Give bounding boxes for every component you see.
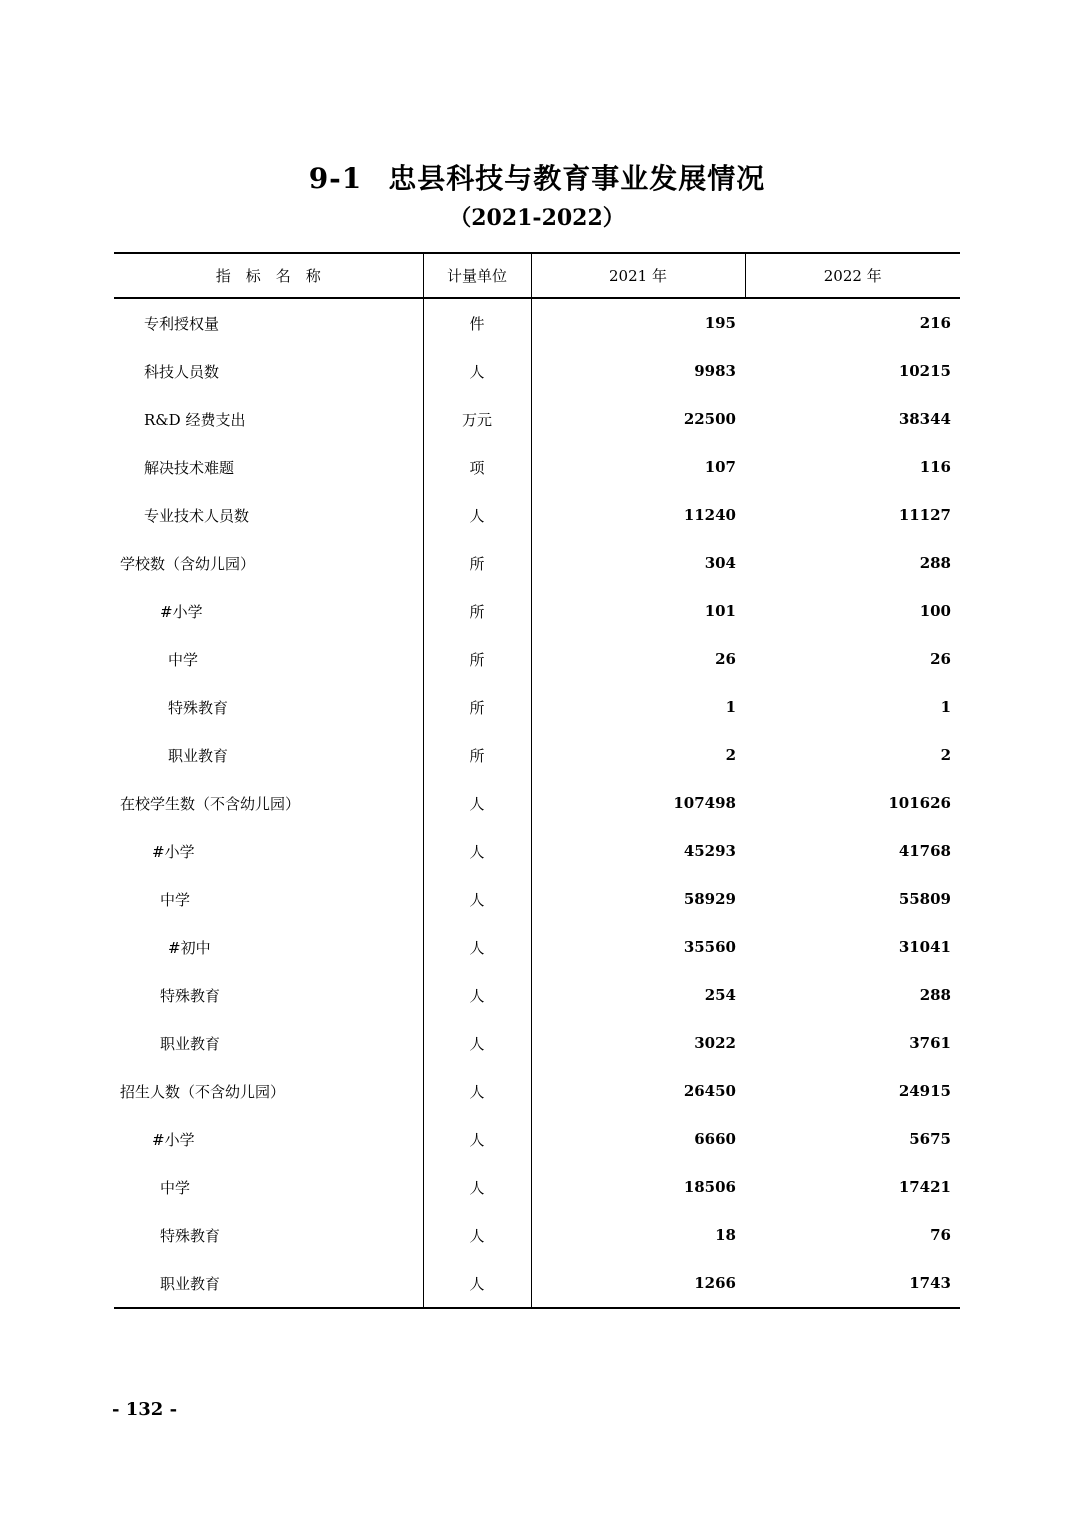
table-row [114, 539, 960, 587]
value-2022-cell: 288 [919, 554, 951, 572]
table-row [114, 683, 960, 731]
value-2022-cell: 116 [919, 458, 951, 476]
value-2022-cell: 55809 [898, 890, 951, 908]
table-title-text: 忠县科技与教育事业发展情况 [388, 162, 766, 195]
value-2021-cell: 58929 [683, 890, 736, 908]
indicator-name-cell: 在校学生数（不含幼儿园） [120, 794, 301, 813]
table-row [114, 875, 960, 923]
indicator-name-cell: 特殊教育 [168, 698, 229, 717]
value-2022-cell: 24915 [898, 1082, 951, 1100]
value-2022-cell: 2 [940, 746, 951, 764]
unit-cell: 所 [423, 539, 531, 587]
indicator-name-cell: 专业技术人员数 [144, 506, 250, 525]
value-2021-cell: 304 [704, 554, 736, 572]
value-2021-cell: 18506 [683, 1178, 736, 1196]
value-2022-cell: 101626 [888, 794, 951, 812]
unit-cell: 人 [423, 1019, 531, 1067]
value-2022-cell: 3761 [909, 1034, 951, 1052]
indicator-name-cell: 特殊教育 [160, 1226, 221, 1245]
indicator-name-cell: 中学 [160, 1178, 191, 1197]
unit-cell: 人 [423, 1115, 531, 1163]
indicator-name-cell: 学校数（含幼儿园） [120, 554, 256, 573]
value-2021-cell: 107 [704, 458, 736, 476]
value-2021-cell: 6660 [694, 1130, 736, 1148]
indicator-name-cell: #小学 [152, 1130, 195, 1149]
table-row [114, 731, 960, 779]
table-number: 9-1 [308, 162, 363, 195]
indicator-name-cell: 特殊教育 [160, 986, 221, 1005]
value-2021-cell: 2 [725, 746, 736, 764]
indicator-name-cell: #初中 [168, 938, 211, 957]
indicator-name-cell: 招生人数（不含幼儿园） [120, 1082, 286, 1101]
header-indicator-name: 指 标 名 称 [114, 253, 423, 298]
table-row [114, 395, 960, 443]
value-2022-cell: 41768 [898, 842, 951, 860]
indicator-name-cell: 中学 [160, 890, 191, 909]
indicator-name-cell: 中学 [168, 650, 199, 669]
indicator-name-cell: 科技人员数 [144, 362, 220, 381]
table-row [114, 347, 960, 395]
value-2022-cell: 10215 [898, 362, 951, 380]
value-2021-cell: 195 [704, 314, 736, 332]
unit-cell: 人 [423, 827, 531, 875]
indicator-name-cell: #小学 [160, 602, 203, 621]
value-2022-cell: 1743 [909, 1274, 951, 1292]
value-2021-cell: 101 [704, 602, 736, 620]
value-2022-cell: 31041 [898, 938, 951, 956]
value-2022-cell: 5675 [909, 1130, 951, 1148]
table-row [114, 1211, 960, 1259]
value-2021-cell: 1266 [694, 1274, 736, 1292]
unit-cell: 项 [423, 443, 531, 491]
value-2022-cell: 216 [919, 314, 951, 332]
value-2021-cell: 22500 [683, 410, 736, 428]
unit-cell: 人 [423, 1259, 531, 1308]
unit-cell: 所 [423, 731, 531, 779]
unit-cell: 人 [423, 875, 531, 923]
table-row [114, 1067, 960, 1115]
value-2022-cell: 1 [940, 698, 951, 716]
unit-cell: 所 [423, 683, 531, 731]
header-unit: 计量单位 [423, 253, 531, 298]
value-2021-cell: 254 [704, 986, 736, 1004]
value-2022-cell: 17421 [898, 1178, 951, 1196]
indicator-name-cell: 职业教育 [168, 746, 229, 765]
unit-cell: 人 [423, 1163, 531, 1211]
table-body [114, 298, 960, 1308]
unit-cell: 人 [423, 347, 531, 395]
unit-cell: 人 [423, 779, 531, 827]
indicator-name-cell: 解决技术难题 [144, 458, 235, 477]
value-2021-cell: 1 [725, 698, 736, 716]
table-header [114, 253, 960, 298]
unit-cell: 人 [423, 923, 531, 971]
table-row [114, 971, 960, 1019]
table-row [114, 827, 960, 875]
page-title [0, 157, 1074, 197]
header-year-2021: 2021 年 [531, 253, 745, 298]
value-2022-cell: 11127 [898, 506, 951, 524]
value-2021-cell: 26 [715, 650, 736, 668]
value-2021-cell: 9983 [694, 362, 736, 380]
indicator-name-cell: #小学 [152, 842, 195, 861]
table-row [114, 1259, 960, 1308]
indicator-name-cell: R&D 经费支出 [144, 410, 246, 429]
value-2022-cell: 100 [919, 602, 951, 620]
value-2022-cell: 288 [919, 986, 951, 1004]
table-row [114, 298, 960, 347]
year-range-subtitle: （2021-2022） [449, 205, 625, 231]
value-2021-cell: 107498 [673, 794, 736, 812]
indicator-name-cell: 专利授权量 [144, 314, 220, 333]
value-2021-cell: 26450 [683, 1082, 736, 1100]
value-2021-cell: 11240 [683, 506, 736, 524]
table-row [114, 635, 960, 683]
header-row [114, 253, 960, 298]
value-2022-cell: 26 [930, 650, 951, 668]
table-row [114, 1019, 960, 1067]
unit-cell: 人 [423, 1067, 531, 1115]
header-year-2022: 2022 年 [745, 253, 960, 298]
unit-cell: 件 [423, 298, 531, 347]
page-number: - 132 - [112, 1399, 178, 1420]
unit-cell: 人 [423, 1211, 531, 1259]
unit-cell: 所 [423, 635, 531, 683]
unit-cell: 人 [423, 971, 531, 1019]
unit-cell: 万元 [423, 395, 531, 443]
table-row [114, 923, 960, 971]
unit-cell: 人 [423, 491, 531, 539]
value-2021-cell: 18 [715, 1226, 736, 1244]
value-2021-cell: 45293 [683, 842, 736, 860]
table-row [114, 443, 960, 491]
table-row [114, 1163, 960, 1211]
indicator-name-cell: 职业教育 [160, 1034, 221, 1053]
value-2022-cell: 76 [930, 1226, 951, 1244]
value-2022-cell: 38344 [898, 410, 951, 428]
value-2021-cell: 3022 [694, 1034, 736, 1052]
indicator-name-cell: 职业教育 [160, 1274, 221, 1293]
statistics-table [114, 252, 960, 1309]
table-row [114, 1115, 960, 1163]
value-2021-cell: 35560 [683, 938, 736, 956]
table-row [114, 587, 960, 635]
table-row [114, 491, 960, 539]
unit-cell: 所 [423, 587, 531, 635]
table-row [114, 779, 960, 827]
